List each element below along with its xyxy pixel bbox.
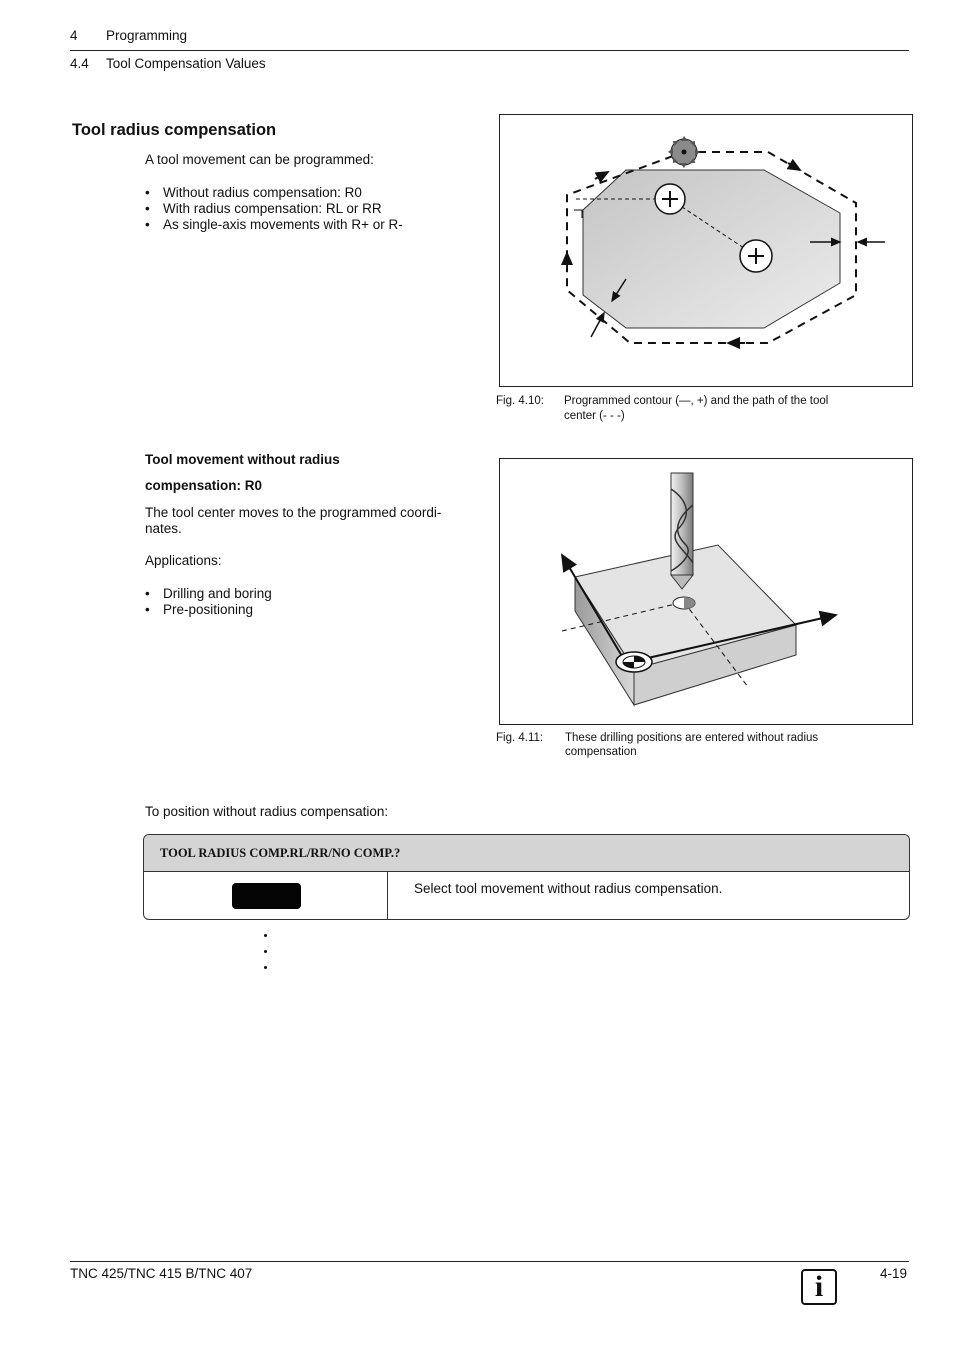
footer-rule xyxy=(70,1261,909,1262)
figure-label: Fig. 4.10: xyxy=(496,395,544,407)
continuation-dot xyxy=(264,950,267,953)
contour-diagram xyxy=(500,115,912,386)
origin-marker xyxy=(616,652,652,672)
section-heading: Tool radius compensation xyxy=(72,121,277,139)
list-item: • As single-axis movements with R+ or R- xyxy=(145,217,403,233)
footer-model: TNC 425/TNC 415 B/TNC 407 xyxy=(70,1266,253,1281)
applications-label: Applications: xyxy=(145,553,222,568)
dialog-table xyxy=(143,834,910,920)
figure-caption: Programmed contour (—, +) and the path of the tool xyxy=(564,395,829,407)
list-item: • Drilling and boring xyxy=(145,586,272,602)
drill-bit xyxy=(671,473,693,589)
applications-list xyxy=(145,586,272,618)
section-number: 4.4 xyxy=(70,56,89,71)
figure-caption: compensation xyxy=(565,746,637,758)
dialog-prompt: TOOL RADIUS COMP.RL/RR/NO COMP.? xyxy=(144,835,909,872)
list-item: • Without radius compensation: R0 xyxy=(145,185,403,201)
paragraph: nates. xyxy=(145,521,182,536)
figure-caption: These drilling positions are entered without radius xyxy=(565,732,819,744)
movement-list xyxy=(145,185,403,233)
section-title: Tool Compensation Values xyxy=(106,56,266,71)
intro-text: A tool movement can be programmed: xyxy=(145,152,374,167)
figure-label: Fig. 4.11: xyxy=(496,732,544,744)
key-cell xyxy=(144,872,388,920)
subsection-heading: Tool movement without radius xyxy=(145,452,340,467)
header-rule xyxy=(70,50,909,51)
chapter-title: Programming xyxy=(106,28,188,43)
continuation-dot xyxy=(264,966,267,969)
info-icon: i xyxy=(801,1269,837,1305)
list-item: • Pre-positioning xyxy=(145,602,272,618)
no-comp-softkey[interactable] xyxy=(232,883,301,909)
chapter-number: 4 xyxy=(70,28,78,43)
continuation-dot xyxy=(264,934,267,937)
page-number: 4-19 xyxy=(880,1266,908,1281)
list-item: • With radius compensation: RL or RR xyxy=(145,201,403,217)
subsection-heading: compensation: R0 xyxy=(145,478,263,493)
figure-drilling xyxy=(499,458,913,725)
procedure-intro: To position without radius compensation: xyxy=(145,804,389,819)
step-description: Select tool movement without radius compensation. xyxy=(414,881,723,896)
figure-caption: center (- - -) xyxy=(564,410,625,422)
workpiece-contour xyxy=(583,170,840,328)
paragraph: The tool center moves to the programmed coordi- xyxy=(145,505,442,520)
figure-contour xyxy=(499,114,913,387)
drilling-diagram xyxy=(500,459,912,724)
milling-cutter xyxy=(668,136,700,168)
table-row xyxy=(144,872,909,920)
